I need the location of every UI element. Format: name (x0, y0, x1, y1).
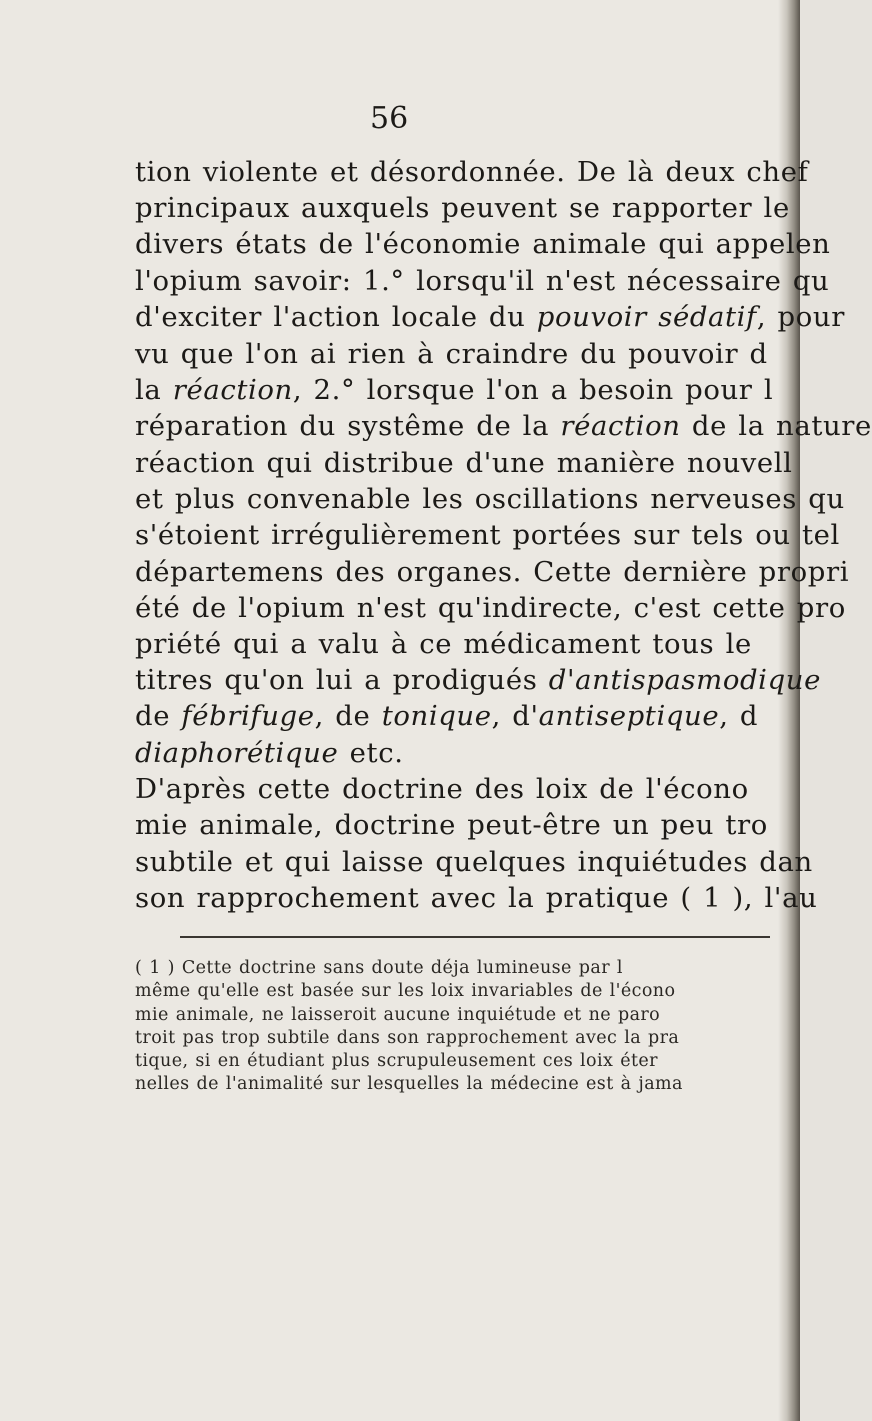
text-line: divers états de l'économie animale qui appelen (135, 228, 831, 260)
italic-term: fébrifuge (181, 700, 315, 732)
italic-term: tonique (381, 700, 492, 732)
footnote-separator (180, 936, 770, 938)
text-run: , d' (491, 700, 539, 732)
text-line (135, 737, 404, 769)
text-run: titres qu'on lui a prodigués (135, 664, 549, 696)
text-line: l'opium savoir: 1.° lorsqu'il n'est nécessaire qu (135, 265, 830, 297)
text-line: mie animale, doctrine peut-être un peu tro (135, 809, 768, 841)
text-line: principaux auxquels peuvent se rapporter le (135, 192, 790, 224)
text-run: etc. (338, 737, 404, 769)
text-line: son rapprochement avec la pratique ( 1 ), l'au (135, 882, 818, 914)
text-line (135, 301, 845, 333)
text-line: D'après cette doctrine des loix de l'écono (135, 773, 749, 805)
text-run: la (135, 374, 173, 406)
text-line: départemens des organes. Cette dernière propri (135, 556, 850, 588)
text-line: et plus convenable les oscillations nerveuses qu (135, 483, 845, 515)
text-run: de (135, 700, 182, 732)
footnote-line: même qu'elle est basée sur les loix invariables de l'écono (135, 981, 676, 1001)
text-line (135, 374, 774, 406)
footnote-line: troit pas trop subtile dans son rapprochement avec la pra (135, 1028, 680, 1048)
text-line: subtile et qui laisse quelques inquiétudes dan (135, 846, 813, 878)
text-line: priété qui a valu à ce médicament tous le (135, 628, 752, 660)
text-line (135, 664, 821, 696)
text-run: , de (314, 700, 382, 732)
footnote-line: mie animale, ne laisseroit aucune inquiétude et ne paro (135, 1005, 661, 1025)
italic-term: réaction (172, 374, 293, 406)
text-run: d'exciter l'action locale du (135, 301, 537, 333)
text-line: réaction qui distribue d'une manière nouvell (135, 447, 793, 479)
text-run: , 2.° lorsque l'on a besoin pour l (292, 374, 774, 406)
text-line: tion violente et désordonnée. De là deux chef (135, 156, 809, 188)
text-line (135, 700, 759, 732)
text-line (135, 410, 872, 442)
italic-term: d'antispasmodique (548, 664, 821, 696)
text-run: , d (719, 700, 759, 732)
text-line: été de l'opium n'est qu'indirecte, c'est cette pro (135, 592, 846, 624)
text-run: réparation du systême de la (135, 410, 561, 442)
italic-term: diaphorétique (135, 737, 339, 769)
footnote-line: nelles de l'animalité sur lesquelles la médecine est à jama (135, 1074, 683, 1094)
italic-term: réaction (560, 410, 681, 442)
italic-term: pouvoir sédatif (536, 301, 757, 333)
text-run: de la nature (680, 410, 872, 442)
text-run: , pour (756, 301, 845, 333)
italic-term: antiseptique (538, 700, 720, 732)
footnote-line: ( 1 ) Cette doctrine sans doute déja lumineuse par l (135, 958, 623, 978)
text-line: vu que l'on ai rien à craindre du pouvoir d (135, 338, 768, 370)
footnote-line: tique, si en étudiant plus scrupuleusement ces loix éter (135, 1051, 658, 1071)
page-number: 56 (370, 101, 409, 136)
text-line: s'étoient irrégulièrement portées sur tels ou tel (135, 519, 840, 551)
